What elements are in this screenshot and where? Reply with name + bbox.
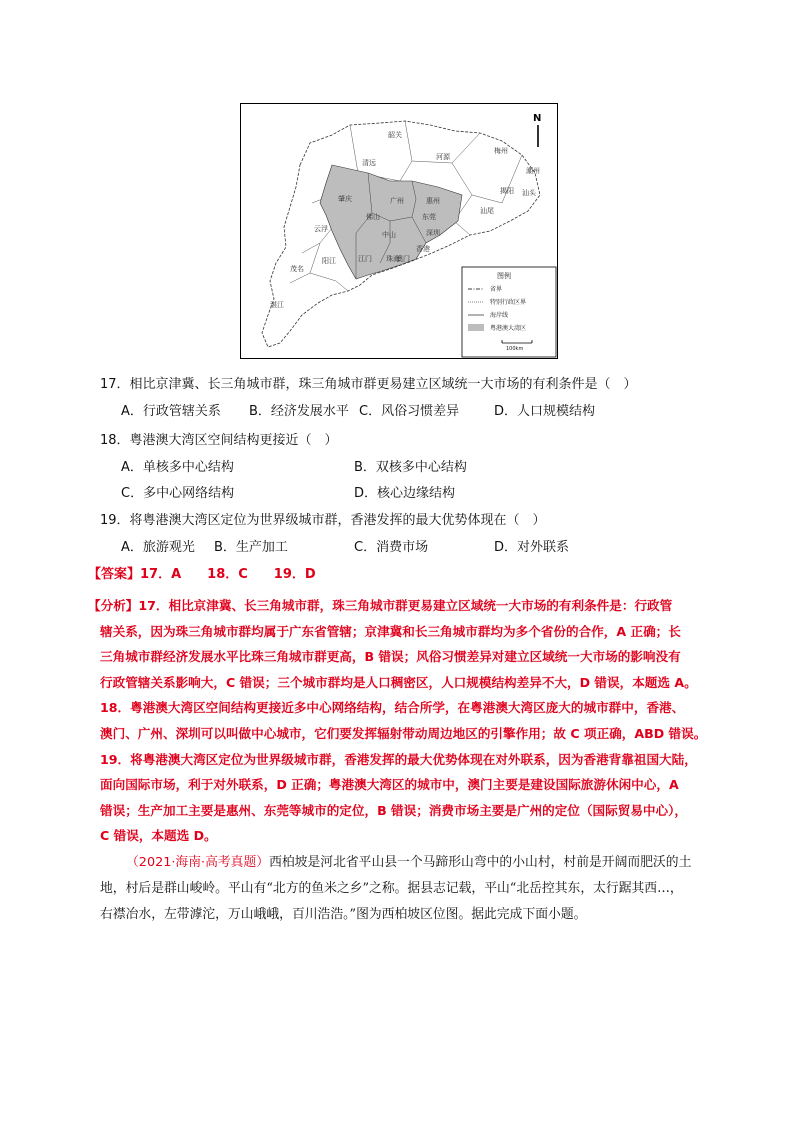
q17-option-c: C．风俗习惯差异	[359, 404, 460, 419]
answer-line	[88, 566, 316, 584]
analysis-line-1: 【分析】17．相比京津冀、长三角城市群，珠三角城市群更易建立区域统一大市场的有利条件是：行政管	[88, 598, 673, 613]
answer-text: 17．A 18．C 19．D	[140, 567, 316, 582]
legend-label-bay-area: 粤港澳大湾区	[490, 325, 527, 332]
map-graphic	[240, 103, 558, 359]
analysis-line-9: 错误；生产加工主要是惠州、东莞等城市的定位，B 错误；消费市场主要是广州的定位（国际贸易中心），	[100, 802, 687, 818]
analysis-line-10: C 错误，本题选 D。	[100, 828, 217, 844]
city-label: 中山	[382, 231, 396, 239]
bay-area-map	[240, 103, 558, 359]
analysis-line-7: 19．将粤港澳大湾区定位为世界级城市群，香港发挥的最大优势体现在对外联系，因为香港背靠祖国大陆，	[100, 751, 697, 767]
q19-stem: 19．将粤港澳大湾区定位为世界级城市群，香港发挥的最大优势体现在（ ）	[100, 513, 546, 528]
city-label: 阳江	[322, 257, 336, 265]
city-label: 河源	[436, 153, 450, 161]
city-label: 澳门	[396, 255, 410, 263]
q18-option-b: B．双核多中心结构	[354, 460, 467, 475]
city-label: 珠海	[386, 255, 400, 263]
q17-stem: 17．相比京津冀、长三角城市群，珠三角城市群更易建立区域统一大市场的有利条件是（ ）	[100, 377, 637, 392]
analysis-block	[88, 593, 728, 849]
city-label: 汕头	[522, 189, 536, 197]
q18-option-a: A．单核多中心结构	[121, 460, 234, 475]
legend-title: 图例	[497, 272, 511, 280]
city-label: 佛山	[366, 213, 380, 221]
legend-label-province: 省界	[490, 286, 503, 293]
q18-option-c: C．多中心网络结构	[121, 486, 235, 501]
analysis-line-3: 三角城市群经济发展水平比珠三角城市群更高，B 错误；风俗习惯差异对建立区域统一大市场的影响没有	[100, 649, 681, 665]
city-label: 梅州	[494, 147, 508, 155]
q19-option-c: C．消费市场	[354, 540, 429, 555]
analysis-line-2: 辖关系，因为珠三角城市群均属于广东省管辖；京津冀和长三角城市群均为多个省份的合作，A 正确；长	[100, 623, 681, 639]
next-intro-line-2: 地，村后是群山峻岭。平山有“北方的鱼米之乡”之称。据县志记载，平山“北岳控其东，太行踞其西…，	[100, 881, 683, 896]
source-tag: （2021·海南·高考真题）	[126, 855, 270, 870]
north-label: N	[533, 113, 542, 124]
q19-option-b: B．生产加工	[214, 540, 288, 555]
city-label: 汕尾	[480, 207, 494, 215]
city-label: 云浮	[314, 225, 328, 233]
analysis-line-6: 澳门、广州、深圳可以叫做中心城市，它们要发挥辐射带动周边地区的引擎作用；故 C 项正确，ABD 错误。	[100, 725, 707, 741]
legend-label-sar: 特别行政区界	[490, 299, 527, 306]
q17-option-a: A．行政管辖关系	[121, 404, 221, 419]
analysis-line-8: 面向国际市场，利于对外联系，D 正确；粤港澳大湾区的城市中，澳门主要是建设国际旅游休闲中心，A	[100, 777, 679, 793]
next-intro-block	[100, 850, 740, 928]
city-label: 惠州	[426, 197, 440, 205]
legend-label-coast: 海岸线	[490, 312, 509, 319]
analysis-label: 【分析】	[88, 598, 139, 613]
city-label: 肇庆	[338, 195, 352, 203]
city-label: 广州	[390, 197, 404, 205]
city-label: 清远	[362, 159, 376, 167]
city-label: 东莞	[422, 213, 436, 221]
city-label: 揭阳	[500, 187, 514, 195]
q18-option-d: D．核心边缘结构	[354, 486, 456, 501]
analysis-line-5: 18．粤港澳大湾区空间结构更接近多中心网络结构，结合所学，在粤港澳大湾区庞大的城市群中，香港、	[100, 700, 685, 716]
q19-option-d: D．对外联系	[494, 540, 570, 555]
analysis-line-4: 行政管辖关系影响大，C 错误；三个城市群均是人口稠密区，人口规模结构差异不大，D 错误，本题选 A。	[100, 674, 697, 690]
q17-option-d: D．人口规模结构	[494, 404, 596, 419]
city-label: 湛江	[270, 301, 284, 309]
city-label: 深圳	[426, 229, 440, 237]
next-intro-line-1: （2021·海南·高考真题）西柏坡是河北省平山县一个马蹄形山弯中的小山村，村前是开阔而肥沃的土	[126, 855, 692, 870]
next-intro-line-3: 右襟冶水，左带滹沱，万山峨峨，百川浩浩。”图为西柏坡区位图。据此完成下面小题。	[100, 907, 587, 922]
city-label: 韶关	[388, 131, 402, 139]
city-label: 茂名	[290, 265, 304, 273]
city-label: 潮州	[526, 167, 540, 175]
city-label: 香港	[416, 245, 430, 253]
q19-option-a: A．旅游观光	[121, 540, 195, 555]
city-label: 江门	[358, 255, 372, 263]
q17-option-b: B．经济发展水平	[249, 404, 349, 419]
map-legend	[462, 267, 556, 357]
legend-symbol-bay-area	[468, 324, 484, 331]
q18-stem: 18．粤港澳大湾区空间结构更接近（ ）	[100, 433, 338, 448]
scale-label: 100km	[506, 346, 524, 352]
answer-label: 【答案】	[88, 567, 141, 582]
